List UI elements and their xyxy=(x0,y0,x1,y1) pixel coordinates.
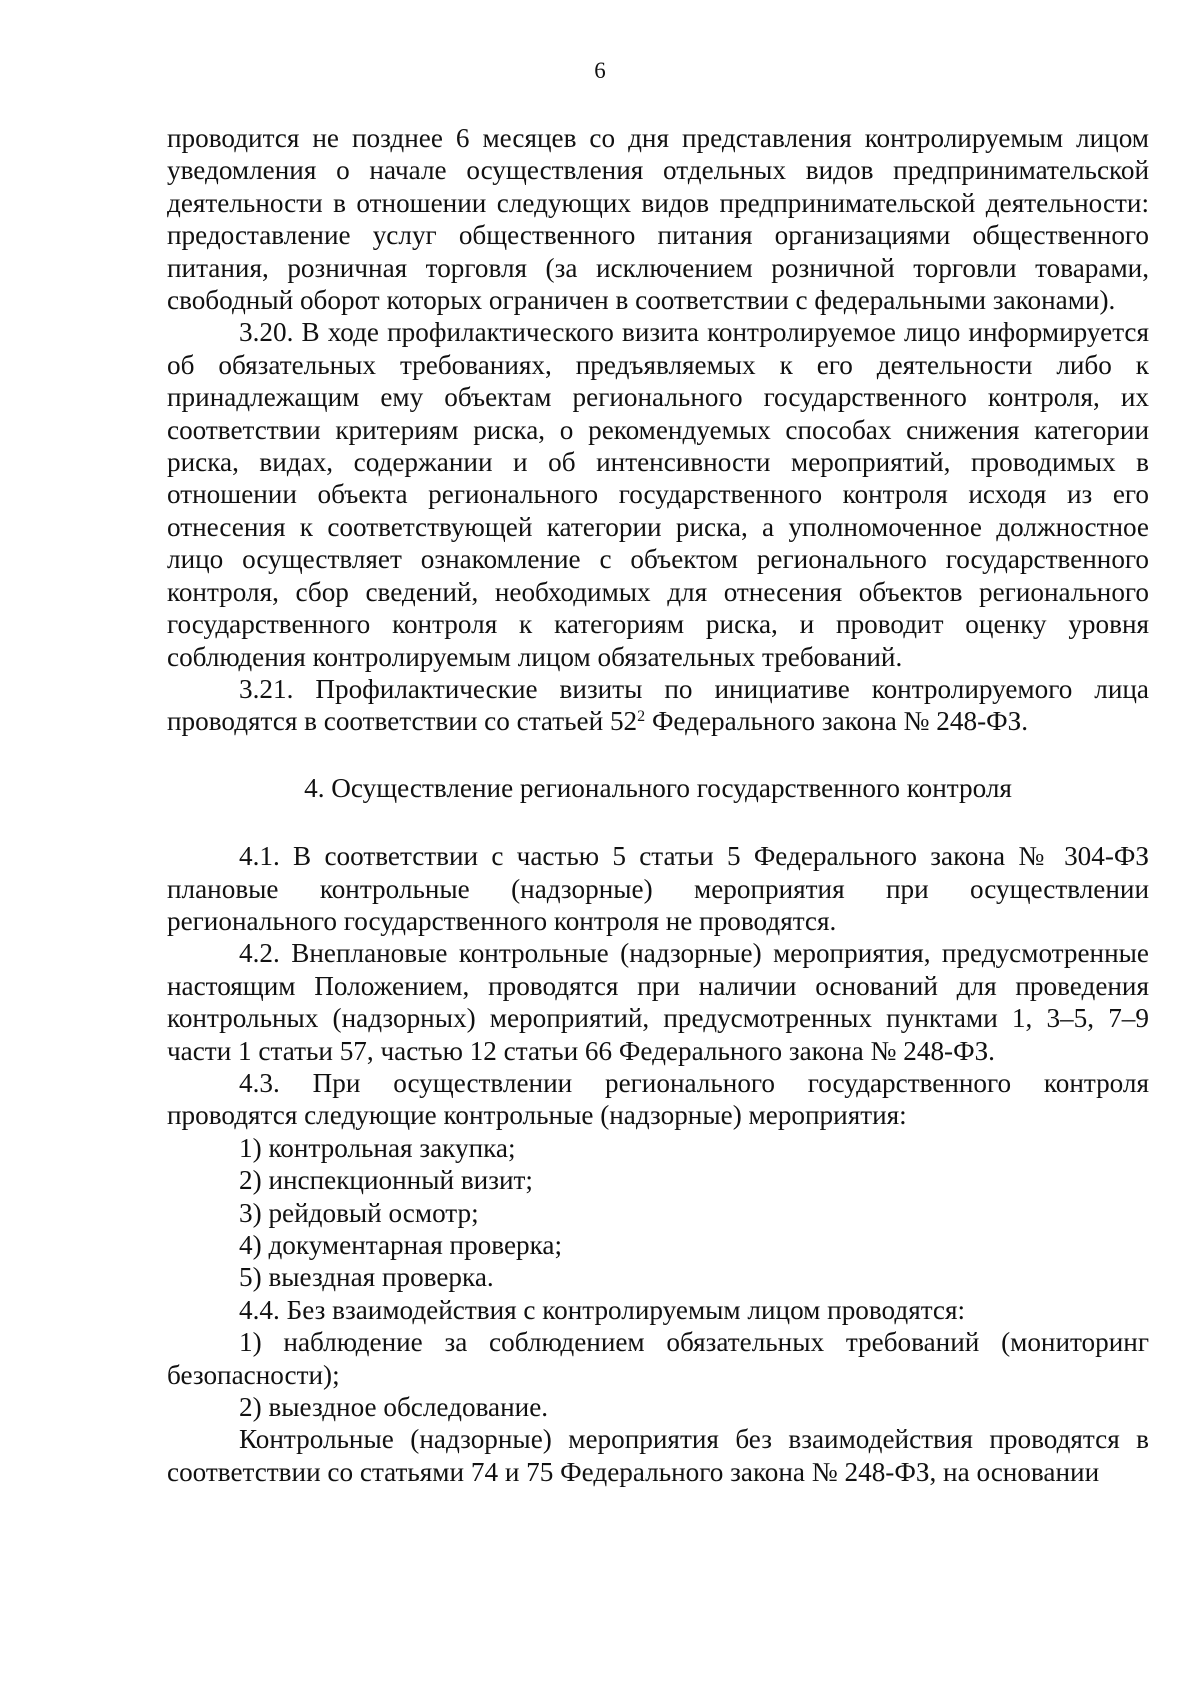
paragraph-3-20: 3.20. В ходе профилактического визита контролируемое лицо информируется об обязательных требованиях, предъявляемых к его деятельности либо к принадлежащим ему объектам регионального государственного контроля, их соответствии критериям риска, о рекомендуемых способах снижения категории риска, видах, содержании и об интенсивности мероприятий, проводимых в отношении объекта регионального государственного контроля исходя из его отнесения к соответствующей категории риска, а уполномоченное должностное лицо осуществляет ознакомление с объектом регионального государственного контроля, сбор сведений, необходимых для отнесения объектов регионального государственного контроля к категориям риска, и проводит оценку уровня соблюдения контролируемым лицом обязательных требований. xyxy=(167,317,1149,672)
document-body xyxy=(167,122,1149,1488)
paragraph-4-2: 4.2. Внеплановые контрольные (надзорные) мероприятия, предусмотренные настоящим Положением, проводятся при наличии оснований для проведения контрольных (надзорных) мероприятий, предусмотренных пунктами 1, 3–5, 7–9 части 1 статьи 57, частью 12 статьи 66 Федерального закона № 248-ФЗ. xyxy=(167,938,1149,1066)
list-item: 5) выездная проверка. xyxy=(239,1262,494,1293)
list-item: 4) документарная проверка; xyxy=(239,1230,563,1260)
paragraph-final: Контрольные (надзорные) мероприятия без взаимодействия проводятся в соответствии со статьями 74 и 75 Федерального закона № 248-ФЗ, на основании xyxy=(167,1424,1149,1487)
paragraph-4-1: 4.1. В соответствии с частью 5 статьи 5 Федерального закона № 304-ФЗ плановые контрольные (надзорные) мероприятия при осуществлении регионального государственного контроля не проводятся. xyxy=(167,841,1149,936)
paragraph-continuation: проводится не позднее 6 месяцев со дня представления контролируемым лицом уведомления о начале осуществления отдельных видов предпринимательской деятельности в отношении следующих видов предпринимательской деятельности: предоставление услуг общественного питания организациями общественного питания, розничная торговля (за исключением розничной торговли товарами, свободный оборот которых ограничен в соответствии с федеральными законами). xyxy=(167,123,1149,316)
list-item: 1) контрольная закупка; xyxy=(239,1132,516,1163)
paragraph-4-4: 4.4. Без взаимодействия с контролируемым лицом проводятся: xyxy=(239,1294,966,1325)
paragraph-4-3: 4.3. При осуществлении регионального государственного контроля проводятся следующие контрольные (надзорные) мероприятия: xyxy=(167,1067,1149,1131)
paragraph-3-21-tail: Федерального закона № 248-ФЗ. xyxy=(645,706,1029,737)
paragraph-3-21-text: 3.21. Профилактические визиты по инициативе контролируемого лица проводятся в соответствии со статьей 52 xyxy=(167,673,1149,737)
list-item: 2) инспекционный визит; xyxy=(239,1165,533,1196)
page-number: 6 xyxy=(594,58,606,83)
article-superscript: 2 xyxy=(637,708,646,726)
list-item: 3) рейдовый осмотр; xyxy=(239,1197,479,1228)
section-heading-4: 4. Осуществление регионального государственного контроля xyxy=(304,772,1012,803)
paragraph-3-21 xyxy=(167,673,1149,738)
list-item: 2) выездное обследование. xyxy=(239,1392,549,1423)
list-item: 1) наблюдение за соблюдением обязательных требований (мониторинг безопасности); xyxy=(167,1327,1149,1390)
